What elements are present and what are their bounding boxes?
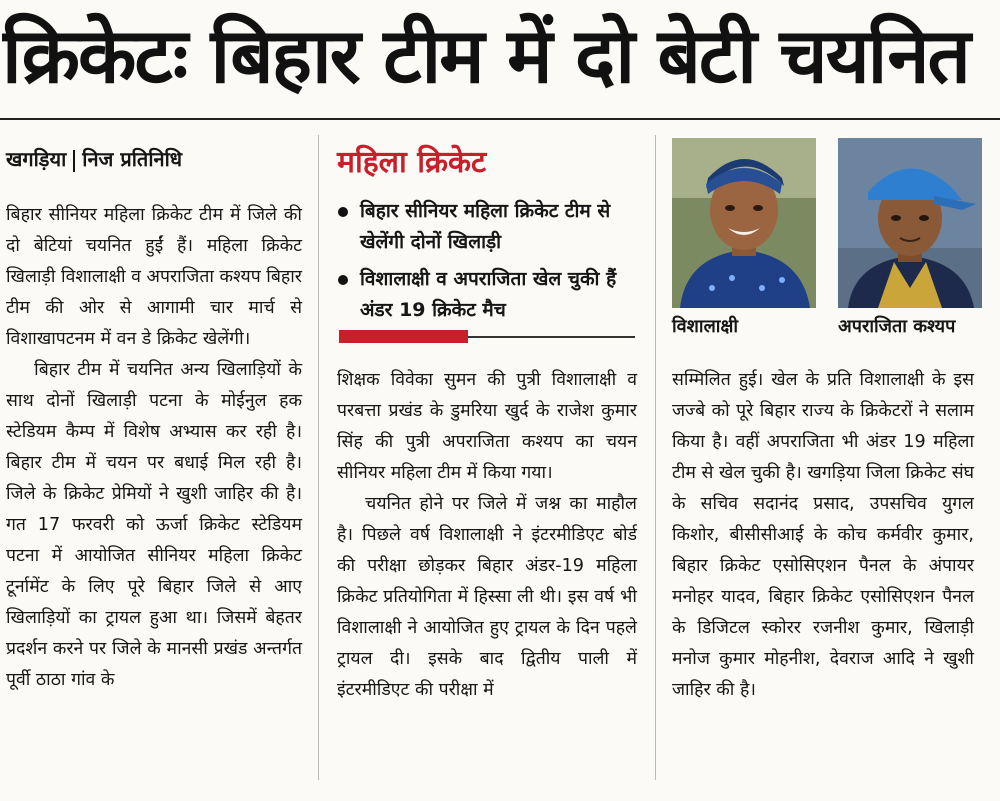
player-portrait-icon [672,138,816,308]
highlight-item [334,196,634,258]
byline-separator [73,150,75,172]
accent-bar [339,330,468,343]
byline-location: खगड़िया [6,147,67,171]
col2-paragraph-1: शिक्षक विवेका सुमन की पुत्री विशालाक्षी व परबत्ता प्रखंड के डुमरिया खुर्द के राजेश कुमार सिंह की पुत्री अपराजिता कश्यप का चयन सीनियर महिला टीम में किया गया। [337,370,637,483]
byline-reporter: निज प्रतिनिधि [82,147,183,171]
highlight-text: विशालाक्षी व अपराजिता खेल चुकी हैं अंडर 19 क्रिकेट मैच [360,268,617,321]
col1-paragraph-1: बिहार सीनियर महिला क्रिकेट टीम में जिले की दो बेटियां चयनित हुईं हैं। महिला क्रिकेट खिलाड़ी विशालाक्षी व अपराजिता कश्यप बिहार टीम की ओर से आगामी चार मार्च से विशाखापटनम में वन डे क्रिकेट खेलेंगी। [6,205,302,349]
accent-rule [468,336,635,338]
highlights-list [334,196,634,332]
player-portrait-icon [838,138,982,308]
col2-paragraph-2: चयनित होने पर जिले में जश्न का माहौल है। पिछले वर्ष विशालाक्षी ने इंटरमीडिएट बोर्ड की परीक्षा छोड़कर बिहार अंडर-19 महिला क्रिकेट प्रतियोगिता में हिस्सा ली थी। इस वर्ष भी विशालाक्षी ने आयोजित हुए ट्रायल के दिन पहले ट्रायल दी। इसके बाद द्वितीय पाली में इंटरमीडिएट की परीक्षा में [337,494,637,700]
highlight-text: बिहार सीनियर महिला क्रिकेट टीम से खेलेंगी दोनों खिलाड़ी [360,200,611,253]
col1-paragraph-2: बिहार टीम में चयनित अन्य खिलाड़ियों के साथ दोनों खिलाड़ी पटना के मोईनुल हक स्टेडियम कैम्प में विशेष अभ्यास कर रही है। बिहार टीम में चयन पर बधाई मिल रही है। जिले के क्रिकेट प्रेमियों ने खुशी जाहिर की है। गत 17 फरवरी को ऊर्जा क्रिकेट स्टेडियम पटना में आयोजित सीनियर महिला क्रिकेट टूर्नामेंट के लिए पूरे बिहार जिले से आए खिलाड़ियों का ट्रायल हुआ था। जिसमें बेहतर प्रदर्शन करने पर जिले के मानसी प्रखंड अन्तर्गत पूर्वी ठाठा गांव के [6,360,302,690]
photo-caption: अपराजिता कश्यप [838,316,956,337]
headline: क्रिकेटः बिहार टीम में दो बेटी चयनित [2,11,969,100]
col3-paragraph-1: सम्मिलित हुई। खेल के प्रति विशालाक्षी के इस जज्बे को पूरे बिहार राज्य के क्रिकेटरों ने सलाम किया है। वहीं अपराजिता भी अंडर 19 महिला टीम से खेल चुकी है। खगड़िया जिला क्रिकेट संघ के सचिव सदानंद प्रसाद, उपसचिव युगल किशोर, बीसीसीआई के कोच कर्मवीर कुमार, बिहार क्रिकेट एसोसिएशन पैनल के अंपायर मनोहर यादव, बिहार क्रिकेट एसोसिएशन पैनल के डिजिटल स्कोरर रजनीश कुमार, खिलाड़ी मनोज कुमार मोहनीश, देवराज आदि ने खुशी जाहिर की है। [672,370,975,700]
bullet-icon [338,275,348,285]
highlight-item [334,264,634,326]
article-column-3 [672,365,974,706]
article-column-1 [6,200,302,696]
bullet-icon [338,207,348,217]
article-column-2 [337,365,637,706]
column-divider-2 [655,135,656,780]
byline [6,145,182,172]
photo-caption: विशालाक्षी [672,316,739,337]
photo-vishalakshi [672,138,816,308]
column-divider-1 [318,135,319,780]
section-kicker: महिला क्रिकेट [337,145,487,180]
headline-rule [0,118,1000,120]
photo-aparajita-kashyap [838,138,982,308]
